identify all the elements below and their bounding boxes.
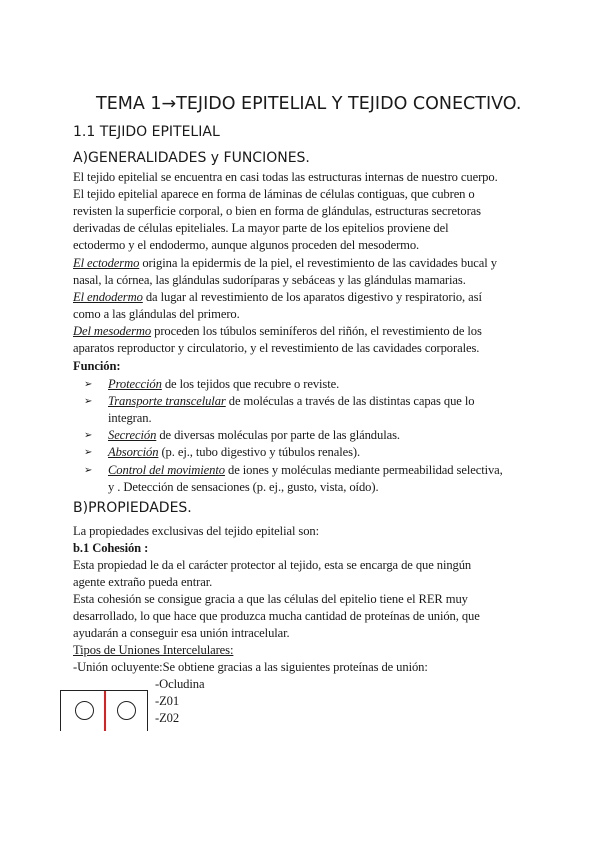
bullet-continuation: y . Detección de sensaciones (p. ej., gusto, vista, oído). <box>108 480 379 494</box>
bullet-item <box>108 428 400 443</box>
paragraph-line: derivadas de células epiteliales. La mayor parte de los epitelios proviene del <box>73 221 449 235</box>
paragraph-line: aparatos reproductor y circulatorio, y el revestimiento de las cavidades corporales. <box>73 341 480 355</box>
arrow-bullet-icon: ➢ <box>84 447 93 458</box>
cohesion-heading: b.1 Cohesión : <box>73 541 149 555</box>
protein-item: -Z01 <box>155 694 180 708</box>
ectoderm-term: El ectodermo <box>73 256 140 270</box>
paragraph-line: agente extraño pueda entrar. <box>73 575 213 589</box>
page-title: TEMA 1→TEJIDO EPITELIAL Y TEJIDO CONECTIVO. <box>96 94 522 114</box>
text: proceden los túbulos seminíferos del riñón, el revestimiento de los <box>151 324 482 338</box>
paragraph-line: Esta cohesión se consigue gracia a que las células del epitelio tiene el RER muy <box>73 592 468 606</box>
paragraph-line: revisten la superficie corporal, o bien en forma de glándulas, estructuras secretoras <box>73 204 481 218</box>
endoderm-term: El endodermo <box>73 290 143 304</box>
protein-item: -Z02 <box>155 711 180 725</box>
bullet-term: Control del movimiento <box>108 463 225 477</box>
funcion-label: Función: <box>73 359 121 373</box>
paragraph-line: como a las glándulas del primero. <box>73 307 240 321</box>
protein-item: -Ocludina <box>155 677 205 691</box>
paragraph-line: -Unión ocluyente:Se obtiene gracias a las siguientes proteínas de unión: <box>73 660 428 674</box>
text: de diversas moléculas por parte de las glándulas. <box>156 428 400 442</box>
text: (p. ej., tubo digestivo y túbulos renales). <box>158 445 361 459</box>
subheading-b: B)PROPIEDADES. <box>73 500 192 516</box>
text: origina la epidermis de la piel, el revestimiento de las cavidades bucal y <box>139 256 497 270</box>
text: de los tejidos que recubre o reviste. <box>161 377 340 391</box>
bullet-item <box>108 445 360 460</box>
section-heading: 1.1 TEJIDO EPITELIAL <box>73 124 220 140</box>
cell-nucleus-icon <box>75 701 94 720</box>
text: de iones y moléculas mediante permeabilidad selectiva, <box>224 463 503 477</box>
paragraph-line: El tejido epitelial aparece en forma de láminas de células contiguas, que cubren o <box>73 187 475 201</box>
bullet-item <box>108 394 474 409</box>
paragraph-line: Esta propiedad le da el carácter protector al tejido, esta se encarga de que ningún <box>73 558 472 572</box>
junction-types-heading: Tipos de Uniones Intercelulares: <box>73 643 234 657</box>
cell-nucleus-icon <box>117 701 136 720</box>
arrow-bullet-icon: ➢ <box>84 465 93 476</box>
paragraph-line: ayudarán a conseguir esa unión intracelular. <box>73 626 290 640</box>
paragraph-line: ectodermo y el endodermo, aunque algunos proceden del mesodermo. <box>73 238 420 252</box>
junction-line <box>104 691 106 731</box>
text: de moléculas a través de las distintas capas que lo <box>225 394 475 408</box>
mesoderm-line <box>73 324 482 339</box>
bullet-term: Absorción <box>108 445 159 459</box>
bullet-item <box>108 377 339 392</box>
paragraph-line: desarrollado, lo que hace que produzca mucha cantidad de proteínas de unión, que <box>73 609 480 623</box>
ectoderm-line <box>73 256 497 271</box>
tight-junction-diagram <box>60 690 148 731</box>
arrow-bullet-icon: ➢ <box>84 379 93 390</box>
mesoderm-term: Del mesodermo <box>73 324 152 338</box>
bullet-term: Protección <box>108 377 162 391</box>
arrow-bullet-icon: ➢ <box>84 430 93 441</box>
endoderm-line <box>73 290 482 305</box>
bullet-term: Secreción <box>108 428 157 442</box>
subheading-a: A)GENERALIDADES y FUNCIONES. <box>73 150 310 166</box>
arrow-bullet-icon: ➢ <box>84 396 93 407</box>
bullet-continuation: integran. <box>108 411 152 425</box>
bullet-item <box>108 463 503 478</box>
paragraph-line: nasal, la córnea, las glándulas sudoríparas y sebáceas y las glándulas mamarias. <box>73 273 466 287</box>
paragraph-line: La propiedades exclusivas del tejido epitelial son: <box>73 524 320 538</box>
text: da lugar al revestimiento de los aparatos digestivo y respiratorio, así <box>142 290 482 304</box>
bullet-term: Transporte transcelular <box>108 394 226 408</box>
paragraph-line: El tejido epitelial se encuentra en casi todas las estructuras internas de nuestro cuerpo. <box>73 170 498 184</box>
